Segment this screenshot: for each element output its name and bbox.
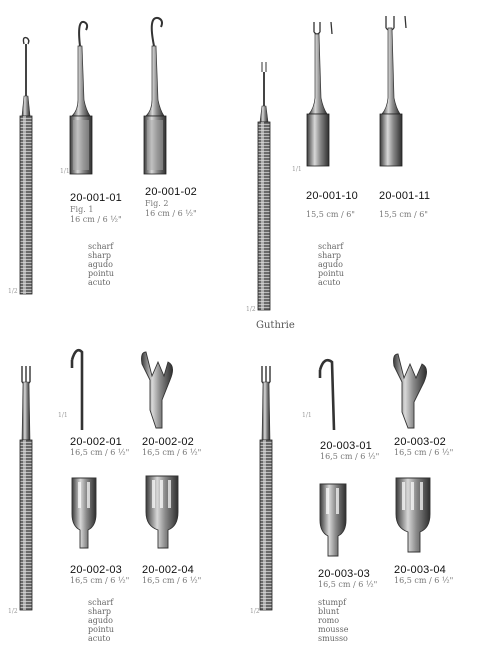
product-code: 20-002-02	[142, 436, 194, 448]
sharp-terms: scharf sharp agudo pointu acuto	[318, 242, 345, 287]
rake-detail-20-003-04	[396, 478, 430, 552]
product-size: 16 cm / 6 ½"	[70, 215, 122, 224]
product-item	[394, 564, 453, 586]
scale-label: 1/1	[292, 166, 302, 173]
product-item	[70, 564, 129, 586]
product-item	[70, 436, 129, 458]
product-size: 16 cm / 6 ½"	[145, 209, 197, 218]
scale-label: 1/1	[302, 412, 312, 419]
product-size: 15,5 cm / 6"	[379, 210, 428, 219]
fork-detail-20-001-10	[307, 22, 332, 166]
product-size: 16,5 cm / 6 ½"	[320, 452, 380, 461]
blunt-terms: stumpf blunt romo mousse smusso	[318, 598, 349, 643]
product-figure: Fig. 2	[145, 199, 169, 208]
product-code: 20-001-01	[70, 192, 122, 204]
scale-label: 1/2	[246, 306, 256, 313]
product-code: 20-002-04	[142, 564, 194, 576]
product-code: 20-002-01	[70, 436, 122, 448]
hook-detail-20-002-01	[72, 350, 82, 430]
product-size: 16,5 cm / 6 ½"	[142, 448, 202, 457]
rake-detail-20-003-03	[320, 484, 346, 556]
product-item	[142, 564, 201, 586]
product-size: 16,5 cm / 6 ½"	[70, 576, 130, 585]
scale-label: 1/2	[8, 288, 18, 295]
product-size: 16,5 cm / 6 ½"	[70, 448, 130, 457]
product-code: 20-003-02	[394, 436, 446, 448]
product-item	[145, 186, 197, 219]
product-item	[394, 436, 453, 458]
product-item	[318, 568, 377, 590]
full-rake-instrument-2	[20, 366, 32, 610]
fork-detail-20-001-11	[380, 16, 406, 166]
hook-detail-20-003-01	[320, 360, 334, 430]
scale-label: 1/2	[250, 608, 260, 615]
product-item	[379, 190, 430, 220]
full-hook-instrument-1	[20, 38, 32, 294]
scale-label: 1/2	[8, 608, 18, 615]
rake-detail-20-003-02	[394, 354, 427, 428]
product-item	[70, 192, 122, 225]
rake-detail-20-002-04	[146, 476, 178, 548]
product-item	[306, 190, 358, 220]
sharp-terms: scharf sharp agudo pointu acuto	[88, 242, 115, 287]
product-code: 20-003-01	[320, 440, 372, 452]
product-code: 20-001-11	[379, 190, 431, 202]
product-size: 16,5 cm / 6 ½"	[394, 576, 454, 585]
product-figure: Fig. 1	[70, 205, 94, 214]
product-code: 20-001-02	[145, 186, 197, 198]
sharp-terms: scharf sharp agudo pointu acuto	[88, 598, 115, 643]
scale-label: 1/1	[58, 412, 68, 419]
product-size: 16,5 cm / 6 ½"	[142, 576, 202, 585]
scale-label: 1/1	[60, 168, 70, 175]
rake-detail-20-002-02	[142, 352, 173, 428]
product-code: 20-002-03	[70, 564, 122, 576]
product-code: 20-003-04	[394, 564, 446, 576]
full-fork-instrument-1	[258, 62, 270, 310]
product-code: 20-003-03	[318, 568, 370, 580]
product-item	[320, 440, 379, 462]
product-code: 20-001-10	[306, 190, 358, 202]
product-item	[142, 436, 201, 458]
hook-detail-20-001-02	[144, 18, 166, 174]
hook-detail-20-001-01	[70, 22, 92, 174]
product-size: 16,5 cm / 6 ½"	[394, 448, 454, 457]
product-size: 15,5 cm / 6"	[306, 210, 355, 219]
group-title: Guthrie	[256, 320, 295, 331]
rake-detail-20-002-03	[72, 478, 96, 548]
product-size: 16,5 cm / 6 ½"	[318, 580, 378, 589]
full-rake-instrument-3	[260, 366, 272, 610]
